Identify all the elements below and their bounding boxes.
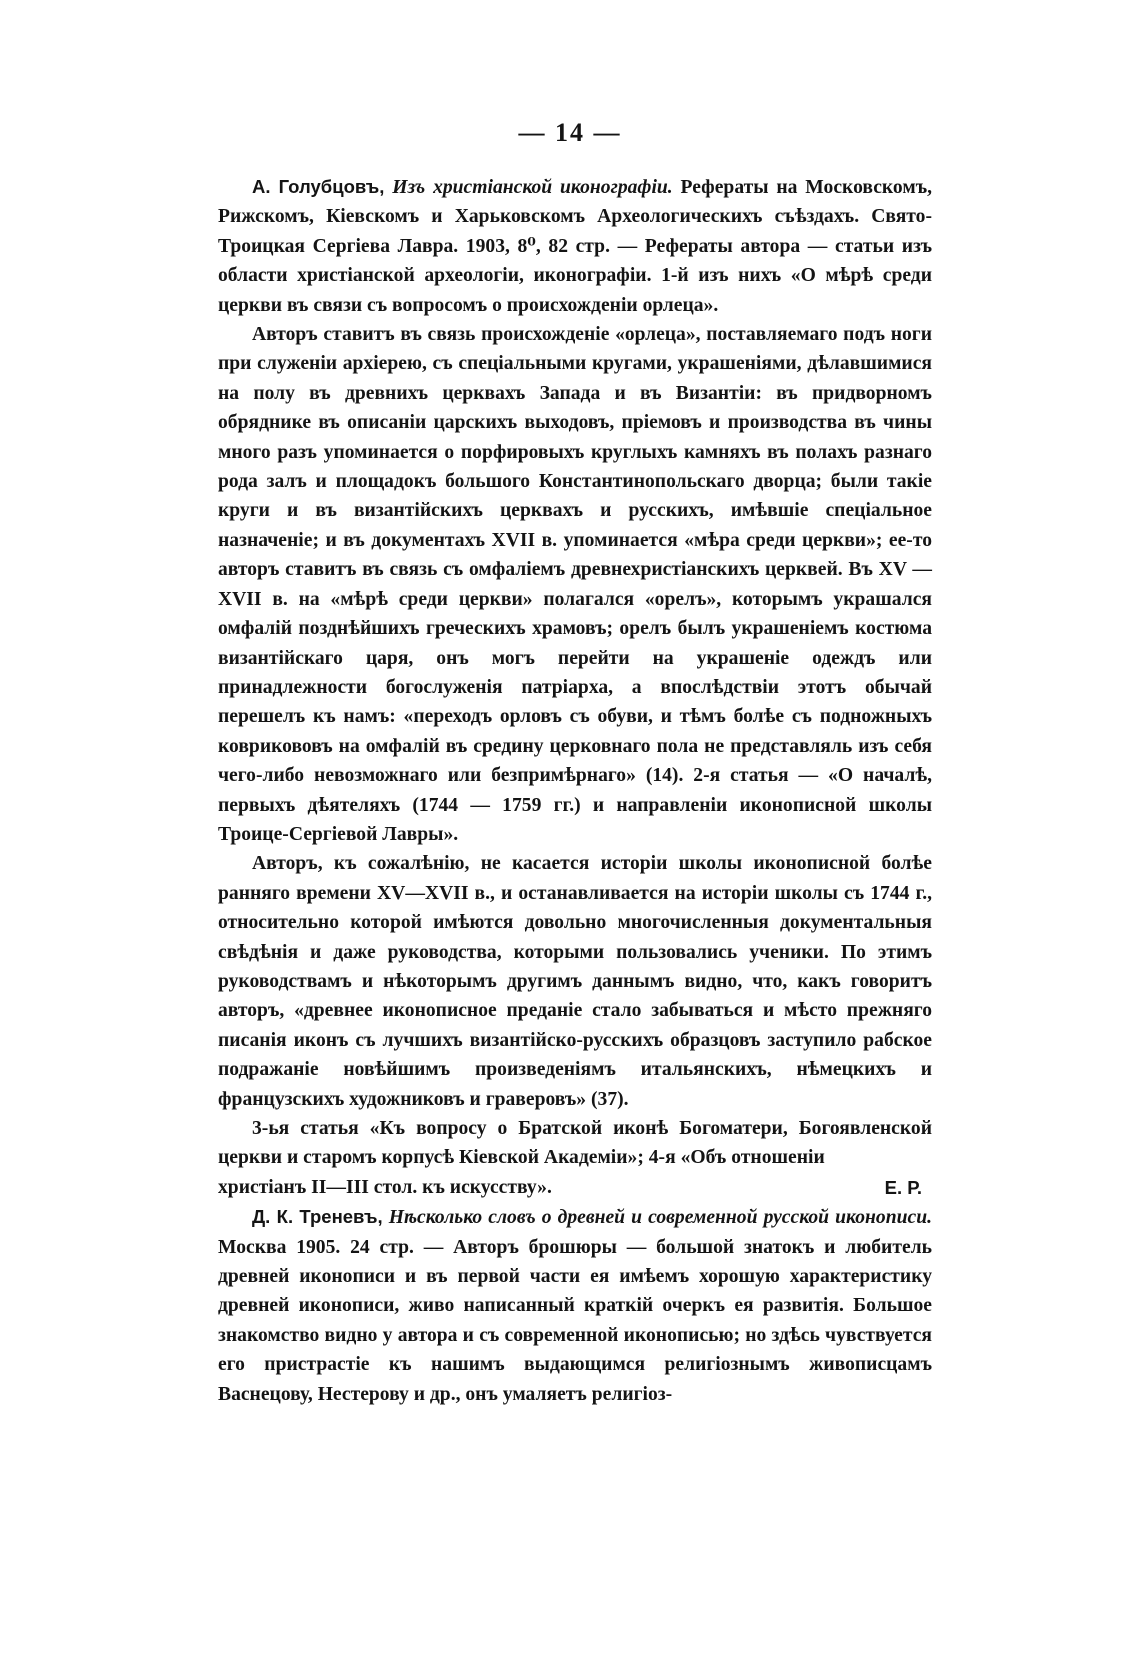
review-1-paragraph-4: 3-ья статья «Къ вопросу о Братской иконѣ Богоматери, Богоявленской церкви и старомъ корпусѣ Кіевской Академіи»; 4-я «Объ отношеніи [218, 1118, 932, 1169]
review-1-paragraph-3: Авторъ, къ сожалѣнію, не касается исторіи школы иконописной болѣе ранняго времени XV—XVII в., и останавливается на исторіи школы съ 1744 г., относительно которой имѣются довольно многочисленныя документальныя свѣдѣнія и даже руководства, которыми пользовались ученики. По этимъ руководствамъ и нѣкоторымъ другимъ даннымъ видно, что, какъ говоритъ авторъ, «древнее иконописное преданіе стало забываться и мѣсто прежняго писанія иконъ съ лучшихъ византійско-русскихъ образцовъ заступило рабское подражаніе новѣйшимъ произведеніямъ итальянскихъ, нѣмецкихъ и французскихъ художниковъ и граверовъ» (37). [218, 853, 932, 1110]
review-1-paragraph-1 [218, 172, 932, 320]
review-2-author: Д. К. Треневъ, [252, 1206, 383, 1228]
review-1-title: Изъ христіанской иконографіи. [392, 177, 673, 198]
review-1-closing-text: христіанъ II—III стол. къ искусству». [218, 1176, 552, 1198]
review-2-paragraph [218, 1202, 932, 1409]
review-1-intro: Рефераты на Московскомъ, Рижскомъ, Кіевскомъ и Харьковскомъ Археологическихъ съѣздахъ. Свято-Троицкая Сергіева Лавра. 1903, 8⁰, 82 стр. — Рефераты автора — статьи изъ области христіанской археологіи, иконографіи. 1-й изъ нихъ «О мѣрѣ среди церкви въ связи съ вопросомъ о происхожденіи орлеца». [218, 177, 933, 316]
text-column [218, 172, 932, 1409]
review-1-paragraph-2: Авторъ ставитъ въ связь происхожденіе «орлеца», поставляемаго подъ ноги при служеніи архіерею, съ спеціальными кругами, украшеніями, дѣлавшимися на полу въ древнихъ церквахъ Запада и въ Византіи: въ придворномъ обряднике въ описаніи царскихъ выходовъ, пріемовъ и производства въ чины много разъ упоминается о порфировыхъ круглыхъ камняхъ въ полахъ разнаго рода залъ и площадокъ большого Константинопольскаго дворца; были такіе круги и въ византійскихъ церквахъ и русскихъ, имѣвшіе спеціальное назначеніе; и въ документахъ XVII в. упоминается «мѣра среди церкви»; ее-то авторъ ставитъ въ связь съ омфаліемъ древнехристіанскихъ церквей. Въ XV — XVII в. на «мѣрѣ среди церкви» полагался «орелъ», которымъ украшался омфалій позднѣйшихъ греческихъ храмовъ; орелъ былъ украшеніемъ костюма византійскаго царя, онъ могъ перейти на украшеніе одеждъ или принадлежности богослуженія патріарха, а впослѣдствіи этотъ обычай перешелъ къ намъ: «переходъ орловъ съ обуви, и тѣмъ болѣе съ подножныхъ коврикововъ на омфалій въ средину церковнаго пола не представляль изъ себя чего-либо невозможнаго или безпримѣрнаго» (14). 2-я статья — «О началѣ, первыхъ дѣятеляхъ (1744 — 1759 гг.) и направленіи иконописной школы Троице-Сергіевой Лавры». [218, 324, 932, 845]
review-2-body: Москва 1905. 24 стр. — Авторъ брошюры — большой знатокъ и любитель древней иконописи и въ первой части ея имѣемъ хорошую характеристику древней иконописи, живо написанный краткій очеркъ ея развитія. Большое знакомство видно у автора и съ современной иконописью; но здѣсь чувствуется его пристрастіе къ нашимъ выдающимся религіознымъ живописцамъ Васнецову, Нестерову и др., онъ умаляетъ религіоз- [218, 1236, 932, 1405]
review-1-signature: Е. Р. [884, 1176, 922, 1198]
review-2-title: Нѣсколько словъ о древней и современной русской иконописи. [388, 1207, 932, 1229]
review-1-author: А. Голубцовъ, [252, 176, 385, 197]
review-1-closing-line [218, 1173, 932, 1202]
page-number: — 14 — [518, 118, 622, 147]
